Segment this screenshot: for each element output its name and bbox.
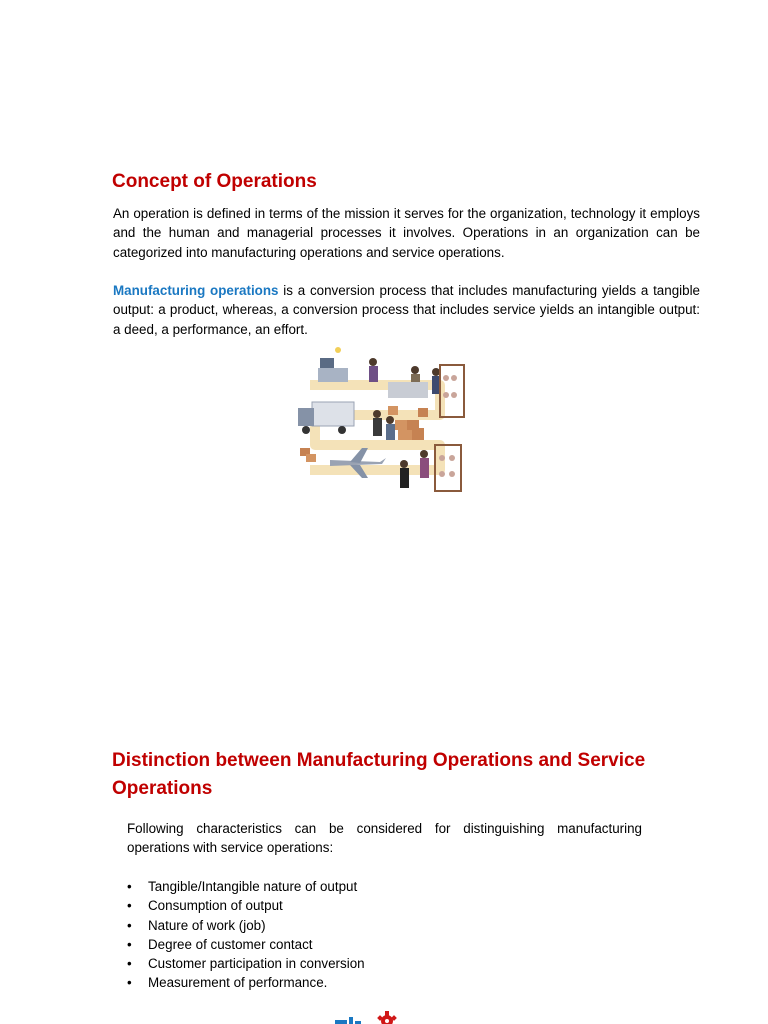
list-item: • Nature of work (job) [127,916,365,935]
list-item: • Degree of customer contact [127,935,365,954]
paragraph-operation-definition: An operation is defined in terms of the mission it serves for the organization, technology it employs and the human and managerial processes it involves. Operations in an organization can be categorized into manufacturing operations and service operations. [113,206,700,260]
section-title-distinction: Distinction between Manufacturing Operations and Service Operations [112,750,646,799]
gear-logo-icon [325,1011,405,1024]
list-item: • Tangible/Intangible nature of output [127,877,365,896]
paragraph-characteristics-intro: Following characteristics can be considered for distinguishing manufacturing operations with service operations: [127,821,642,856]
manufacturing-operations-definition: is a conversion process that includes manufacturing yields a tangible output: a product, whereas, a conversion process that includes service yields an intangible output: a deed, a performance, an effort. [113,283,700,337]
factory-illustration-icon [290,340,475,498]
list-item: • Customer participation in conversion [127,954,365,973]
list-item: • Consumption of output [127,896,365,915]
characteristics-list [127,877,365,993]
list-item: • Measurement of performance. [127,973,365,992]
paragraph-manufacturing-operations [113,281,700,339]
manufacturing-operations-term: Manufacturing operations [113,283,279,298]
section-title-concept: Concept of Operations [112,171,317,192]
